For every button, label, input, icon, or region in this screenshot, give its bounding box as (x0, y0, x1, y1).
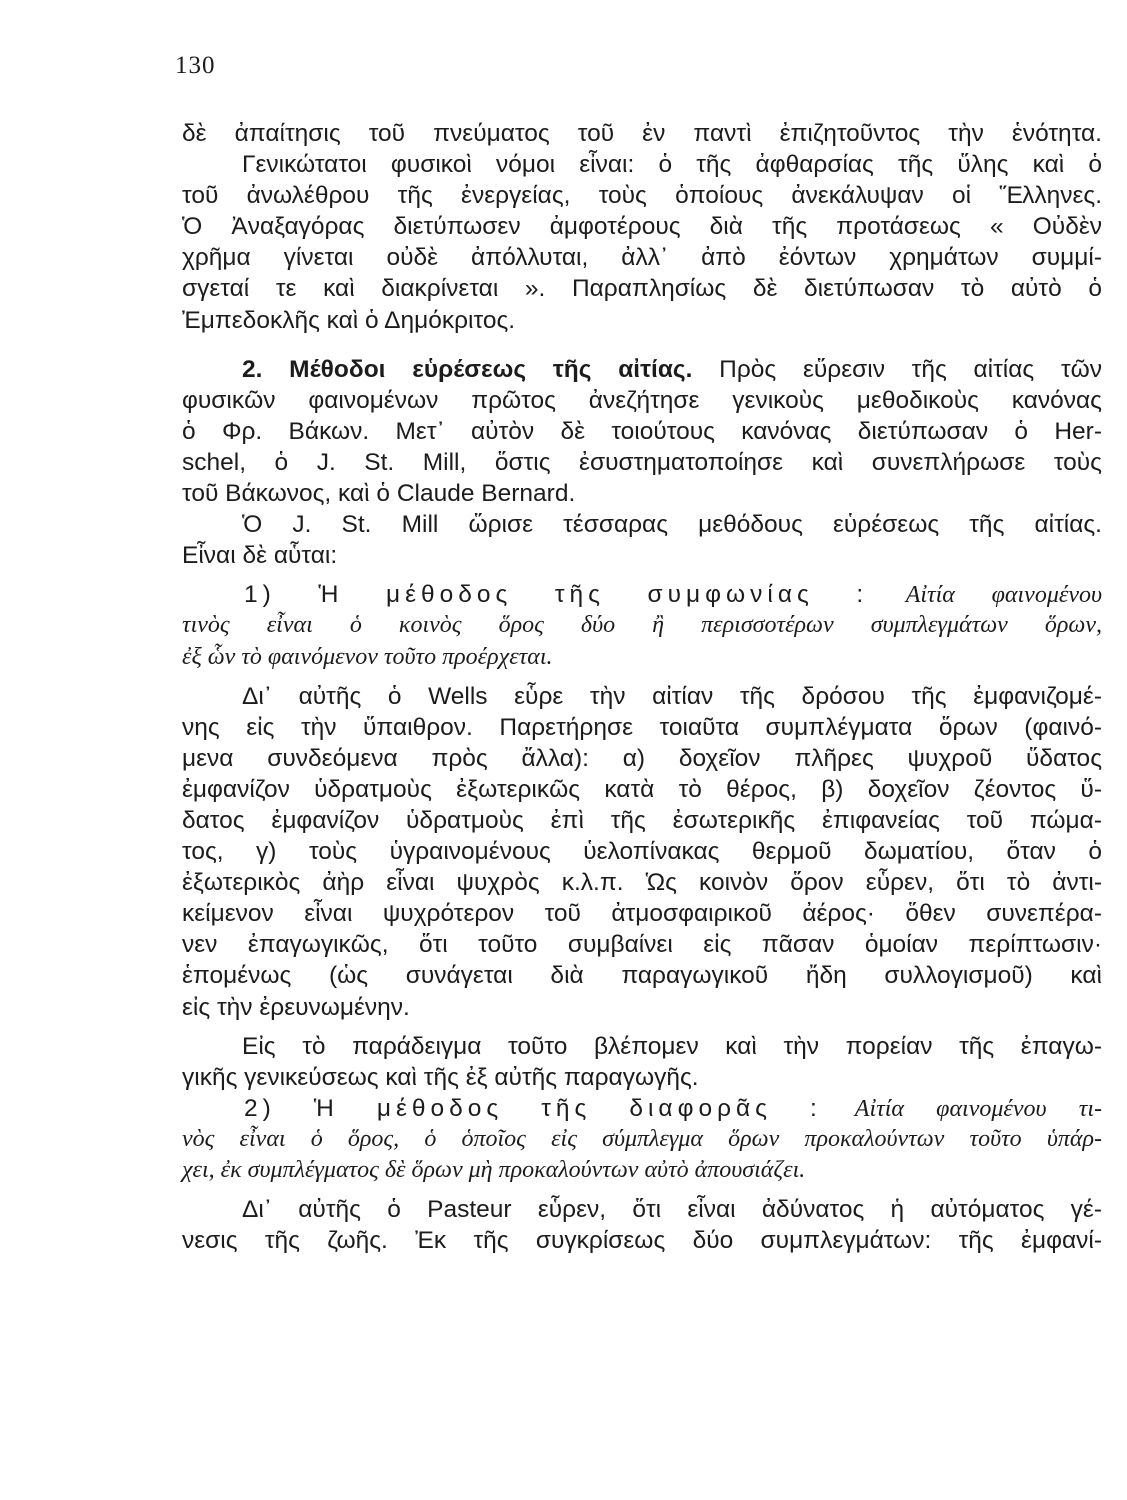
text-line: τοῦ Βάκωνος, καὶ ὁ Claude Bernard. (182, 480, 576, 508)
text-line: ἐμφανίζον ὑδρατμοὺς ἐξωτερικῶς κατὰ τὸ θέρος, β) δοχεῖον ζέοντος ὕ- (182, 775, 1102, 803)
definition-fragment: Αἰτία φαινομένου (905, 582, 1103, 609)
text-line: φυσικῶν φαινομένων πρῶτος ἀνεζήτησε γενικοὺς μεθοδικοὺς κανόνας (182, 386, 1102, 414)
text-line: Ἐμπεδοκλῆς καὶ ὁ Δημόκριτος. (182, 306, 516, 334)
text-line: Εἶναι δὲ αὗται: (182, 542, 338, 570)
text-line: δὲ ἀπαίτησις τοῦ πνεύματος τοῦ ἐν παντὶ ἐπιζητοῦντος τὴν ἑνότητα. (182, 120, 1102, 147)
definition-line: νὸς εἶναι ὁ ὅρος, ὁ ὁποῖος εἰς σύμπλεγμα ὅρων προκαλούντων τοῦτο ὑπάρ- (182, 1125, 1102, 1152)
method-label: 2) Ἡ μέθοδος τῆς διαφορᾶς : (244, 1094, 822, 1122)
text-line: ἑπομένως (ὡς συνάγεται διὰ παραγωγικοῦ ἤδη συλλογισμοῦ) καὶ (182, 962, 1102, 990)
definition-line: χει, ἐκ συμπλέγματος δὲ ὅρων μὴ προκαλούντων αὐτὸ ἀπουσιάζει. (182, 1157, 806, 1183)
text-line: σγεταί τε καὶ διακρίνεται ». Παραπλησίως δὲ διετύπωσαν τὸ αὐτὸ ὁ (182, 275, 1102, 303)
text-line: μενα συνδεόμενα πρὸς ἄλλα): α) δοχεῖον πλῆρες ψυχροῦ ὕδατος (182, 744, 1102, 772)
definition-line: ἐξ ὧν τὸ φαινόμενον τοῦτο προέρχεται. (182, 643, 553, 670)
text-line: Γενικώτατοι φυσικοὶ νόμοι εἶναι: ὁ τῆς ἀφθαρσίας τῆς ὕλης καὶ ὁ (242, 151, 1102, 179)
method-label: 1) Ἡ μέθοδος τῆς συμφωνίας : (244, 581, 869, 609)
page-number: 130 (175, 52, 216, 79)
definition-fragment: Αἰτία φαινομένου τι- (854, 1095, 1102, 1122)
page-body (182, 118, 1102, 1256)
text-fragment: Πρὸς εὕρεσιν τῆς αἰτίας τῶν (719, 355, 1103, 383)
text-line: ἐξωτερικὸς ἀὴρ εἶναι ψυχρὸς κ.λ.π. Ὡς κοινὸν ὅρον εὗρεν, ὅτι τὸ ἀντι- (182, 869, 1102, 897)
text-line: τοῦ ἀνωλέθρου τῆς ἐνεργείας, τοὺς ὁποίους ἀνεκάλυψαν οἱ Ἕλληνες. (182, 182, 1102, 210)
method-line (182, 579, 1102, 610)
text-line: Εἰς τὸ παράδειγμα τοῦτο βλέπομεν καὶ τὴν πορείαν τῆς ἐπαγω- (242, 1032, 1102, 1060)
text-line: χρῆμα γίνεται οὐδὲ ἀπόλλυται, ἀλλ᾽ ἀπὸ ἐόντων χρημάτων συμμί- (182, 244, 1102, 272)
text-line: Ὁ J. St. Mill ὥρισε τέσσαρας μεθόδους εὑρέσεως τῆς αἰτίας. (242, 511, 1102, 539)
text-line: νεσις τῆς ζωῆς. Ἐκ τῆς συγκρίσεως δύο συμπλεγμάτων: τῆς ἐμφανί- (182, 1227, 1102, 1255)
method-line (182, 1093, 1102, 1124)
text-line: ὁ Φρ. Βάκων. Μετ᾽ αὐτὸν δὲ τοιούτους κανόνας διετύπωσαν ὁ Her- (182, 417, 1102, 445)
text-line: κείμενον εἶναι ψυχρότερον τοῦ ἀτμοσφαιρικοῦ ἀέρος· ὅθεν συνεπέρα- (182, 900, 1102, 928)
section-heading-line (182, 354, 1102, 385)
text-line: δατος ἐμφανίζον ὑδρατμοὺς ἐπὶ τῆς ἐσωτερικῆς ἐπιφανείας τοῦ πώμα- (182, 806, 1102, 834)
text-line: schel, ὁ J. St. Mill, ὅστις ἐσυστηματοποίησε καὶ συνεπλήρωσε τοὺς (182, 448, 1102, 476)
text-line: νης εἰς τὴν ὕπαιθρον. Παρετήρησε τοιαῦτα συμπλέγματα ὅρων (φαινό- (182, 713, 1102, 741)
text-line: γικῆς γενικεύσεως καὶ τῆς ἐξ αὐτῆς παραγωγῆς. (182, 1063, 699, 1091)
section-heading: 2. Μέθοδοι εὑρέσεως τῆς αἰτίας. (242, 355, 693, 383)
text-line: Ὁ Ἀναξαγόρας διετύπωσεν ἀμφοτέρους διὰ τῆς προτάσεως « Οὐδὲν (182, 213, 1102, 241)
text-line: Δι᾽ αὐτῆς ὁ Wells εὗρε τὴν αἰτίαν τῆς δρόσου τῆς ἐμφανιζομέ- (242, 682, 1102, 710)
text-line: Δι᾽ αὐτῆς ὁ Pasteur εὗρεν, ὅτι εἶναι ἀδύνατος ἡ αὐτόματος γέ- (242, 1196, 1102, 1224)
text-line: νεν ἐπαγωγικῶς, ὅτι τοῦτο συμβαίνει εἰς πᾶσαν ὁμοίαν περίπτωσιν· (182, 931, 1102, 959)
definition-line: τινὸς εἶναι ὁ κοινὸς ὅρος δύο ἢ περισσοτέρων συμπλεγμάτων ὅρων, (182, 612, 1102, 639)
text-line: τος, γ) τοὺς ὑγραινομένους ὑελοπίνακας θερμοῦ δωματίου, ὅταν ὁ (182, 838, 1102, 866)
text-line: εἰς τὴν ἐρευνωμένην. (182, 993, 410, 1021)
